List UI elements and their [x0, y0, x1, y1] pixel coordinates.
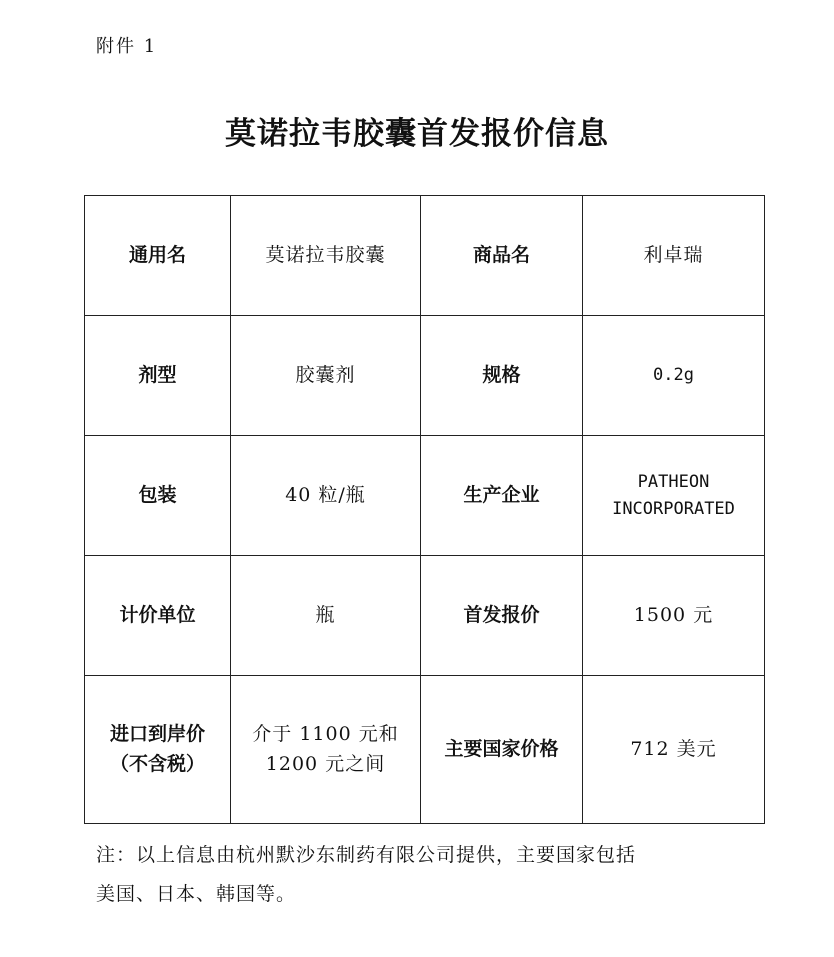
import-price-value-cell: [231, 676, 421, 824]
table-value-cell: 712 美元: [583, 676, 765, 824]
price-info-table: [84, 195, 765, 824]
table-label-cell: 首发报价: [421, 556, 583, 676]
table-row: [85, 556, 765, 676]
label-line: （不含税）: [109, 752, 205, 775]
table-label-cell: 通用名: [85, 196, 231, 316]
table-row: [85, 676, 765, 824]
manufacturer-cell: [583, 436, 765, 556]
footnote: [96, 836, 766, 914]
table-label-cell: 包装: [85, 436, 231, 556]
label-line: 进口到岸价: [109, 723, 205, 746]
table-label-cell: 剂型: [85, 316, 231, 436]
table-value-cell: 瓶: [231, 556, 421, 676]
table-label-cell: 生产企业: [421, 436, 583, 556]
table-row: [85, 316, 765, 436]
attachment-label: 附件 1: [96, 36, 158, 57]
table-value-cell: 0.2g: [583, 316, 765, 436]
table-value-cell: 40 粒/瓶: [231, 436, 421, 556]
table-value-cell: 胶囊剂: [231, 316, 421, 436]
table-value-cell: 利卓瑞: [583, 196, 765, 316]
footnote-line: 注：以上信息由杭州默沙东制药有限公司提供，主要国家包括: [96, 844, 637, 866]
table-row: [85, 196, 765, 316]
table-label-cell: 计价单位: [85, 556, 231, 676]
manufacturer-line: INCORPORATED: [612, 498, 735, 519]
value-line: 1200 元之间: [265, 752, 386, 775]
manufacturer-line: PATHEON: [637, 472, 710, 493]
table-value-cell: 莫诺拉韦胶囊: [231, 196, 421, 316]
table-row: [85, 436, 765, 556]
document-title: 莫诺拉韦胶囊首发报价信息: [225, 116, 609, 152]
footnote-line: 美国、日本、韩国等。: [96, 883, 297, 905]
import-price-label-cell: [85, 676, 231, 824]
table-label-cell: 商品名: [421, 196, 583, 316]
table-label-cell: 规格: [421, 316, 583, 436]
value-line: 介于 1100 元和: [252, 723, 399, 746]
table-label-cell: 主要国家价格: [421, 676, 583, 824]
table-value-cell: 1500 元: [583, 556, 765, 676]
